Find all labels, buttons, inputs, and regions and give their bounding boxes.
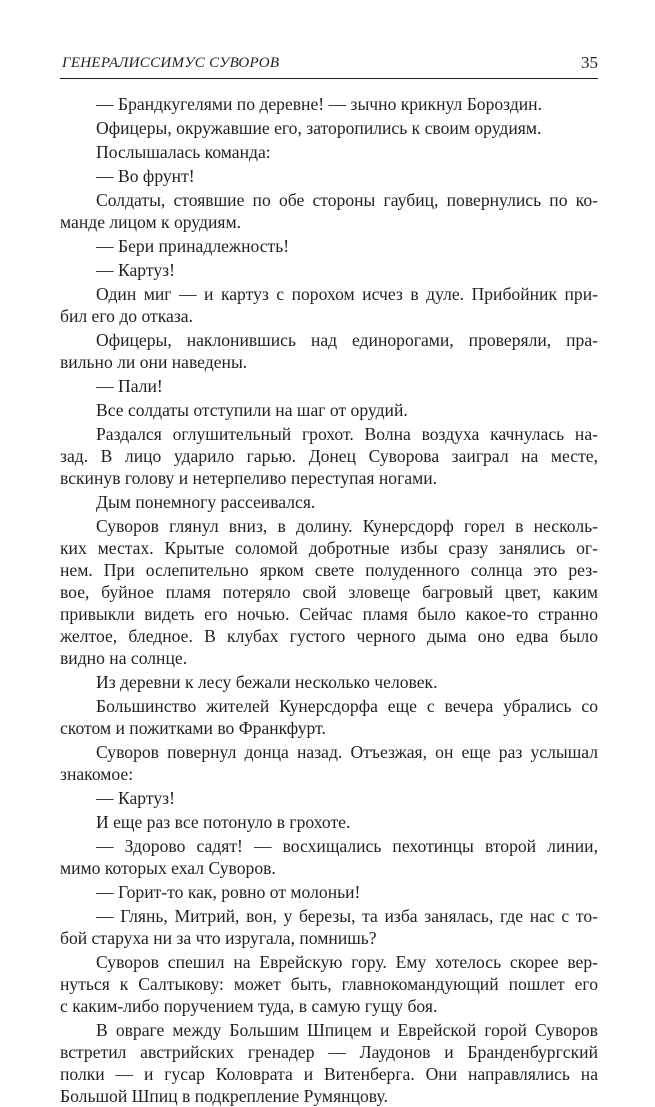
paragraph-first-line: Один миг — и картуз с порохом исчез в дуле. Прибойник при- [96,284,598,304]
text-line: ких местах. Крытые соломой добротные избы сразу занялись ог- [60,538,598,558]
text-line: с каким-либо поручением туда, в самую гущу боя. [60,996,438,1016]
text-line: привыкли видеть его ночью. Сейчас пламя было какое-то странно [60,604,598,624]
text-line: зад. В лицо ударило гарью. Донец Суворова заиграл на месте, [60,446,598,466]
text-line: встретил австрийских гренадер — Лаудонов и Бранденбургский [60,1042,598,1062]
text-line: вильно ли они наведены. [60,352,248,372]
paragraph-first-line: И еще раз все потонуло в грохоте. [96,812,351,832]
paragraph-first-line: Солдаты, стоявшие по обе стороны гаубиц, повернулись по ко- [96,190,598,210]
paragraph-first-line: Большинство жителей Кунерсдорфа еще с вечера убрались со [96,696,598,716]
text-line: мимо которых ехал Суворов. [60,858,276,878]
paragraph-first-line: Послышалась команда: [96,142,271,162]
text-line: нуться к Салтыкову: может быть, главнокомандующий пошлет его [60,974,598,994]
text-line: бил его до отказа. [60,306,193,326]
paragraph-first-line: — Пали! [96,376,163,396]
paragraph-first-line: — Картуз! [96,788,175,808]
text-line: скотом и пожитками во Франкфурт. [60,718,326,738]
text-line: полки — и гусар Коловрата и Витенберга. Они направлялись на [60,1064,598,1084]
text-line: знакомое: [60,764,134,784]
page-number: 35 [581,53,598,72]
paragraph-first-line: Суворов спешил на Еврейскую гору. Ему хотелось скорее вер- [96,952,598,972]
paragraph-first-line: Суворов глянул вниз, в долину. Кунерсдорф горел в несколь- [96,516,598,536]
paragraph-first-line: Офицеры, наклонившись над единорогами, проверяли, пра- [96,330,598,350]
paragraph-first-line: — Картуз! [96,260,175,280]
paragraph-first-line: — Глянь, Митрий, вон, у березы, та изба занялась, где нас с то- [96,906,598,926]
paragraph-first-line: Из деревни к лесу бежали несколько человек. [96,672,438,692]
text-line: вое, буйное пламя потеряло свой зловеще багровый цвет, каким [60,582,598,602]
paragraph-first-line: Все солдаты отступили на шаг от орудий. [96,400,408,420]
text-line: Большой Шпиц в подкрепление Румянцову. [60,1086,388,1106]
running-header [60,52,598,79]
text-line: желтое, бледное. В клубах густого черного дыма оно едва было [60,626,598,646]
text-line: видно на солнце. [60,648,188,668]
running-title: ГЕНЕРАЛИССИМУС СУВОРОВ [62,55,280,71]
paragraph-first-line: В овраге между Большим Шпицем и Еврейской горой Суворов [96,1020,598,1040]
paragraph-first-line: — Горит-то как, ровно от молоньи! [96,882,361,902]
paragraph-first-line: Суворов повернул донца назад. Отъезжая, он еще раз услышал [96,742,598,762]
paragraph-first-line: Офицеры, окружавшие его, заторопились к своим орудиям. [96,118,542,138]
paragraph-first-line: — Во фрунт! [96,166,195,186]
paragraph-first-line: Раздался оглушительный грохот. Волна воздуха качнулась на- [96,424,598,444]
paragraph-first-line: — Бери принадлежность! [96,236,290,256]
text-line: нем. При ослепительно ярком свете полуденного солнца это рез- [60,560,598,580]
paragraph-first-line: — Брандкугелями по деревне! — зычно крикнул Бороздин. [96,94,542,114]
text-line: манде лицом к орудиям. [60,212,241,232]
text-line: бой старуха ни за что изругала, помнишь? [60,928,377,948]
paragraph-first-line: — Здорово садят! — восхищались пехотинцы второй линии, [96,836,598,856]
paragraph-first-line: Дым понемногу рассеивался. [96,492,316,512]
body-text [60,93,598,1107]
text-line: вскинув голову и нетерпеливо переступая ногами. [60,468,438,488]
